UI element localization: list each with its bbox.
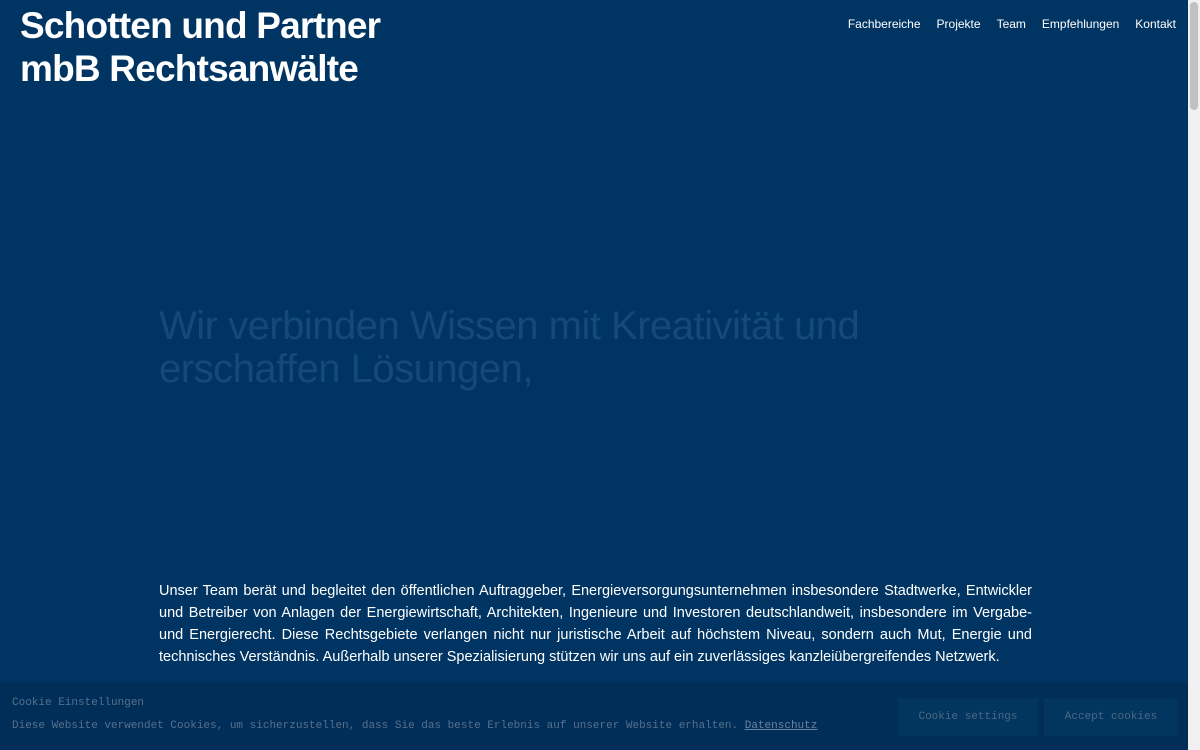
cookie-banner-title: Cookie Einstellungen	[12, 697, 145, 709]
privacy-link[interactable]: Datenschutz	[744, 720, 818, 732]
scrollbar-thumb[interactable]	[1190, 2, 1198, 110]
site-title-line-1: Schotten und Partner	[20, 5, 381, 46]
vertical-scrollbar[interactable]	[1188, 0, 1200, 750]
site-title-line-2: mbB Rechtsanwälte	[20, 48, 358, 89]
site-title[interactable]	[20, 4, 440, 90]
nav-kontakt[interactable]: Kontakt	[1135, 17, 1176, 31]
main-nav	[848, 17, 1176, 31]
hero-heading-line-2: erschaffen Lösungen,	[159, 347, 534, 391]
nav-empfehlungen[interactable]: Empfehlungen	[1041, 17, 1120, 31]
intro-paragraph: Unser Team berät und begleitet den öffentlichen Auftraggeber, Energieversorgungsunternehmen insbesondere Stadtwerke, Entwickler und Betreiber von Anlagen der Energiewirtschaft, Architekten, Ingenieure und Investoren deutschlandweit, insbesondere im Vergabe- und Energierecht. Diese Rechtsgebiete verlangen nicht nur juristische Arbeit auf höchstem Niveau, sondern auch Mut, Energie und technisches Verständnis. Außerhalb unserer Spezialisierung stützen wir uns auf ein zuverlässiges kanzleiübergreifendes Netzwerk.	[159, 583, 1032, 665]
cookie-settings-button[interactable]: Cookie settings	[898, 698, 1038, 736]
cookie-banner	[0, 682, 1188, 750]
cookie-banner-text	[12, 720, 817, 732]
hero-heading-line-1: Wir verbinden Wissen mit Kreativität und	[159, 304, 860, 348]
hero-heading	[159, 305, 939, 391]
cookie-banner-message: Diese Website verwendet Cookies, um sicherzustellen, dass Sie das beste Erlebnis auf unserer Website erhalten.	[12, 720, 739, 732]
nav-projekte[interactable]: Projekte	[936, 17, 981, 31]
accept-cookies-button[interactable]: Accept cookies	[1044, 698, 1178, 736]
nav-team[interactable]: Team	[996, 17, 1026, 31]
nav-fachbereiche[interactable]: Fachbereiche	[847, 17, 921, 31]
